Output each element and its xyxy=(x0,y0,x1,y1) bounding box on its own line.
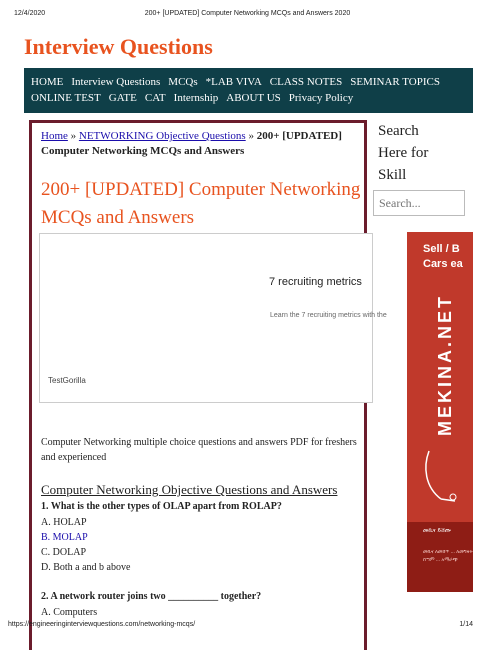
main-nav xyxy=(24,68,473,113)
nav-seminar-topics[interactable]: SEMINAR TOPICS xyxy=(350,76,440,88)
section-heading-link[interactable]: Computer Networking Objective Questions and Answers xyxy=(41,482,338,497)
nav-interview-questions[interactable]: Interview Questions xyxy=(71,76,161,88)
right-ad-brand: MEKINA.NET xyxy=(435,294,455,436)
nav-privacy-policy[interactable]: Privacy Policy xyxy=(288,92,354,104)
option-a: A. HOLAP xyxy=(41,517,87,528)
search-label: Search Here for Skill xyxy=(378,123,429,183)
main-content xyxy=(29,120,387,650)
intro-text: Computer Networking multiple choice questions and answers PDF for freshers and experienced xyxy=(41,437,357,463)
print-title: 200+ [UPDATED] Computer Networking MCQs and Answers 2020 xyxy=(144,10,351,17)
question-1: 1. What is the other types of OLAP apart from ROLAP? xyxy=(41,501,282,512)
site-title-link[interactable]: Interview Questions xyxy=(24,34,213,59)
right-ad-headline xyxy=(423,242,463,272)
breadcrumb-home[interactable]: Home xyxy=(41,130,68,142)
nav-lab-viva[interactable]: *LAB VIVA xyxy=(205,76,262,88)
option-b-correct: B. MOLAP xyxy=(41,532,88,543)
nav-home[interactable]: HOME xyxy=(31,76,64,88)
option-d: D. Both a and b above xyxy=(41,562,131,573)
nav-gate[interactable]: GATE xyxy=(108,92,137,104)
nav-row-1 xyxy=(31,74,466,90)
nav-online-test[interactable]: ONLINE TEST xyxy=(31,92,101,104)
right-ad-footer-line1: መኪና ይሸጡ xyxy=(423,528,451,534)
search-input[interactable] xyxy=(373,190,465,216)
question-2: 2. A network router joins two __________ together? xyxy=(41,591,262,602)
nav-internship[interactable]: Internship xyxy=(173,92,219,104)
right-ad-headline-line1: Sell / B xyxy=(423,243,460,255)
right-ad-footer xyxy=(407,522,473,592)
page-number: 1/14 xyxy=(459,621,473,628)
right-ad-banner[interactable] xyxy=(407,232,473,592)
right-ad-footer-line2: መኪና ለመሸጥ ... ለመግዛት በጣም ... አማራጭ xyxy=(423,549,473,563)
breadcrumb-sep: » xyxy=(245,130,257,142)
breadcrumb-sep: » xyxy=(67,130,79,142)
ad-title[interactable]: 7 recruiting metrics xyxy=(269,276,362,288)
nav-mcqs[interactable]: MCQs xyxy=(168,76,198,88)
option-a: A. Computers xyxy=(41,607,98,618)
right-ad-headline-line2: Cars ea xyxy=(423,258,463,270)
breadcrumb-current: 200+ [UPDATED] Computer Networking MCQs and Answers xyxy=(41,130,342,157)
page-title: 200+ [UPDATED] Computer Networking MCQs and Answers xyxy=(41,179,361,228)
breadcrumb-category[interactable]: NETWORKING Objective Questions xyxy=(78,130,246,142)
print-url: https://engineeringinterviewquestions.com/networking-mcqs/ xyxy=(8,621,196,628)
nav-cat[interactable]: CAT xyxy=(144,92,166,104)
ad-subtitle: Learn the 7 recruiting metrics with the xyxy=(270,312,387,319)
option-c: C. DOLAP xyxy=(41,547,87,558)
ad-brand: TestGorilla xyxy=(48,376,86,385)
ad-banner[interactable] xyxy=(39,233,387,403)
print-date: 12/4/2020 xyxy=(14,10,46,17)
car-key-icon xyxy=(421,447,461,507)
breadcrumb xyxy=(41,129,361,159)
nav-row-2 xyxy=(31,90,466,106)
nav-class-notes[interactable]: CLASS NOTES xyxy=(269,76,343,88)
nav-about-us[interactable]: ABOUT US xyxy=(226,92,281,104)
